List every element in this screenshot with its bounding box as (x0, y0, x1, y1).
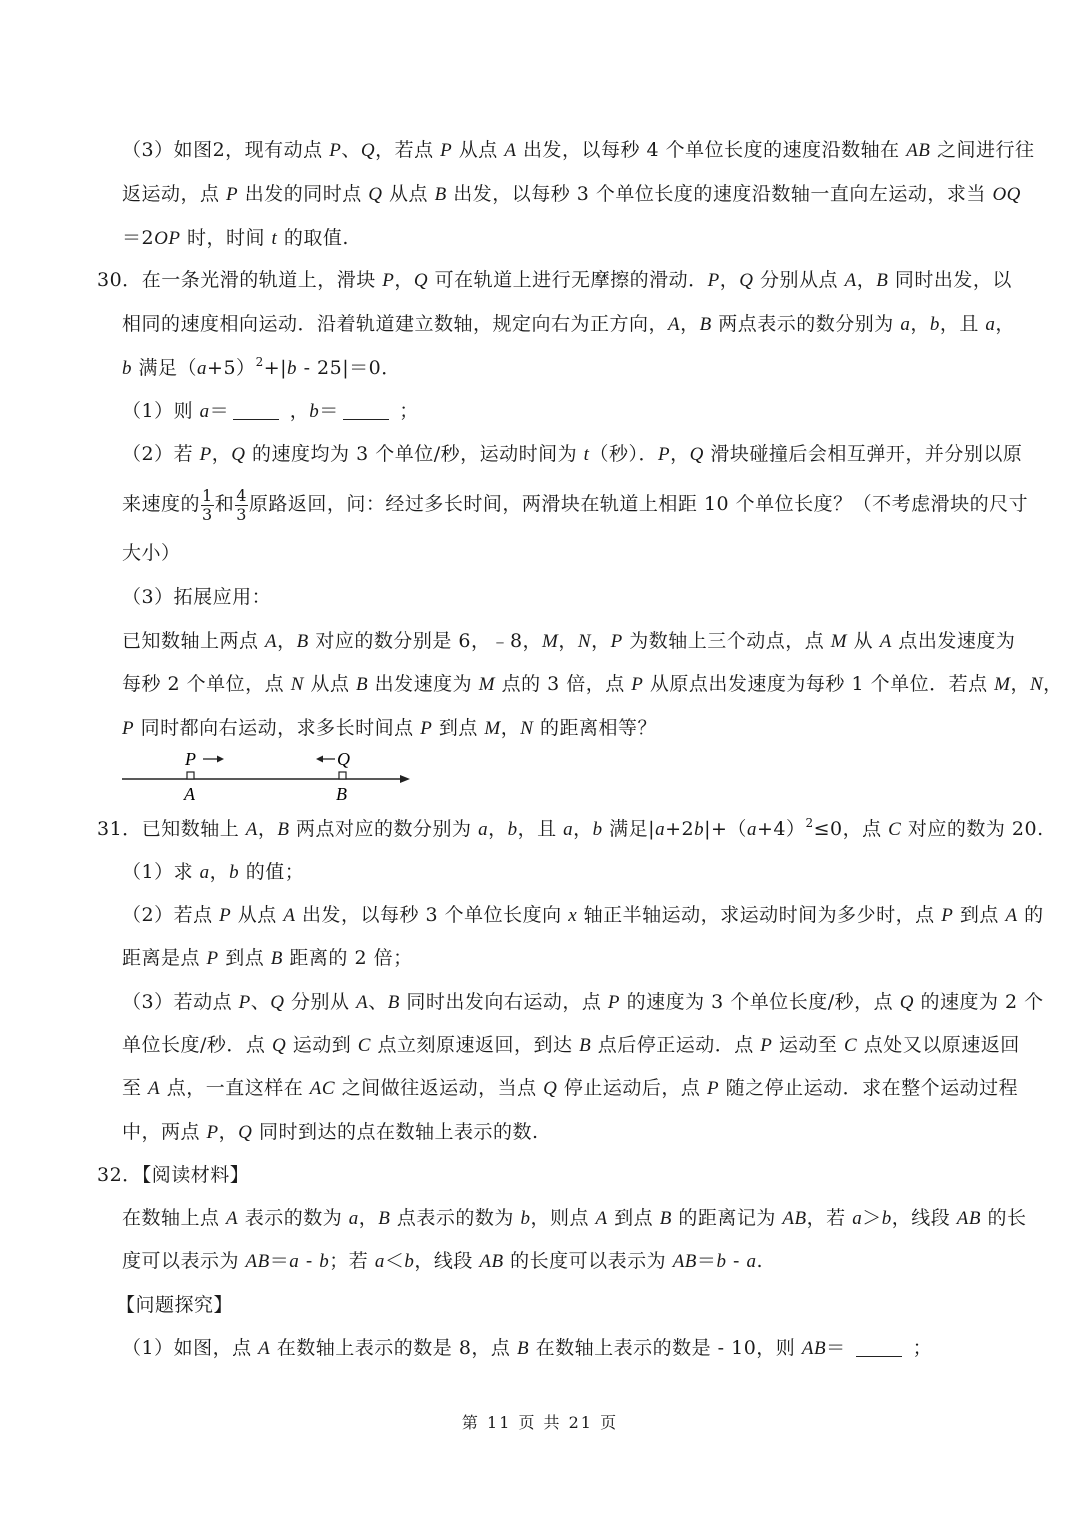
label-p: P (185, 749, 196, 769)
q31-part2-line1: （2）若点 P 从点 A 出发，以每秒 3 个单位长度向 x 轴正半轴运动，求运动时间为多少时，点 P 到点 A 的 (122, 904, 1044, 926)
q32-heading: 32．【阅读材料】 (97, 1164, 250, 1186)
fraction-one-third: $\frac{1}{3}$ (202, 485, 213, 524)
q30-part3-heading: （3）拓展应用： (122, 586, 272, 608)
arrow-q-head (316, 756, 323, 763)
answer-blank-a[interactable] (233, 401, 279, 420)
q29-part3-line1: （3）如图2，现有动点 P、Q，若点 P 从点 A 出发，以每秒 4 个单位长度的速度沿数轴在 AB 之间进行往 (122, 139, 1035, 161)
q31-part3-line4: 中，两点 P，Q 同时到达的点在数轴上表示的数. (122, 1121, 539, 1143)
q31-part3-line1: （3）若动点 P、Q 分别从 A、B 同时出发向右运动，点 P 的速度为 3 个单位长度/秒，点 Q 的速度为 2 个 (122, 991, 1044, 1013)
q32-line1: 在数轴上点 A 表示的数为 a，B 点表示的数为 b，则点 A 到点 B 的距离记为 AB，若 a＞b，线段 AB 的长 (122, 1207, 1027, 1229)
answer-blank-ab[interactable] (856, 1338, 902, 1357)
answer-blank-b[interactable] (343, 401, 389, 420)
q31-line1: 31．已知数轴上 A，B 两点对应的数分别为 a，b，且 a，b 满足$|a+2b|+(a+4)^2\le 0$，点 C 对应的数为 20. (97, 816, 1044, 840)
question-number: 32． (97, 1164, 142, 1186)
q31-part2-line2: 距离是点 P 到点 B 距离的 2 倍； (122, 947, 413, 969)
fraction-four-thirds: $\frac{4}{3}$ (236, 485, 247, 524)
q32-heading2: 【问题探究】 (116, 1294, 234, 1316)
q30-part2-line2: 来速度的 $\frac{1}{3}$ 和 $\frac{4}{3}$ 原路返回，问：经过多长时间，两滑块在轨道上相距 10 个单位长度？（不考虑滑块的尺寸 (122, 485, 1029, 524)
question-number: 30． (97, 269, 142, 291)
q31-part3-line2: 单位长度/秒．点 Q 运动到 C 点立刻原速返回，到达 B 点后停正运动．点 P 运动至 C 点处又以原速返回 (122, 1034, 1020, 1056)
q30-part3-line1: 已知数轴上两点 A，B 对应的数分别是 6，﹣8，M，N，P 为数轴上三个动点，点 M 从 A 点出发速度为 (122, 630, 1016, 652)
q30-part1: （1）则 a＝ ，b＝ ； (122, 400, 419, 422)
label-b: B (336, 784, 347, 804)
q30-part3-line3: P 同时都向右运动，求多长时间点 P 到点 M，N 的距离相等？ (122, 717, 657, 739)
slider-q-marker (339, 772, 346, 779)
axis-arrowhead (400, 775, 410, 783)
label-q: Q (337, 749, 350, 769)
q30-part2-line1: （2）若 P，Q 的速度均为 3 个单位/秒，运动时间为 t（秒）．P，Q 滑块碰撞后会相互弹开，并分别以原 (122, 443, 1023, 465)
q30-line3: b 满足$(a+5)^2+|b - 25|=0$． (122, 355, 401, 379)
q30-part3-line2: 每秒 2 个单位，点 N 从点 B 出发速度为 M 点的 3 倍，点 P 从原点出发速度为每秒 1 个单位．若点 M，N， (122, 673, 1063, 695)
arrow-p-head (217, 756, 224, 763)
slider-p-marker (187, 772, 194, 779)
question-number: 31． (97, 818, 142, 840)
q30-line2: 相同的速度相向运动．沿着轨道建立数轴，规定向右为正方向，A，B 两点表示的数分别为 a，b，且 a， (122, 313, 1015, 335)
number-line-figure (118, 748, 418, 804)
q31-part1: （1）求 a，b 的值； (122, 861, 305, 883)
q32-line2: 度可以表示为 AB＝a - b；若 a＜b，线段 AB 的长度可以表示为 AB＝b - a. (122, 1250, 763, 1272)
q29-part3-line3: ＝2OP 时，时间 t 的取值. (122, 227, 349, 249)
label-a: A (184, 784, 195, 804)
q29-part3-line2: 返运动，点 P 出发的同时点 Q 从点 B 出发，以每秒 3 个单位长度的速度沿数轴一直向左运动，求当 OQ (122, 183, 1021, 205)
page-footer: 第 11 页 共 21 页 (461, 1413, 619, 1432)
q30-part2-line3: 大小） (122, 542, 181, 564)
q30-line1: 30．在一条光滑的轨道上，滑块 P，Q 可在轨道上进行无摩擦的滑动．P，Q 分别从点 A，B 同时出发，以 (97, 269, 1012, 291)
q31-part3-line3: 至 A 点，一直这样在 AC 之间做往返运动，当点 Q 停止运动后，点 P 随之停止运动．求在整个运动过程 (122, 1077, 1019, 1099)
q32-part1: （1）如图，点 A 在数轴上表示的数是 8，点 B 在数轴上表示的数是 - 10，则 AB＝ ； (122, 1337, 933, 1359)
